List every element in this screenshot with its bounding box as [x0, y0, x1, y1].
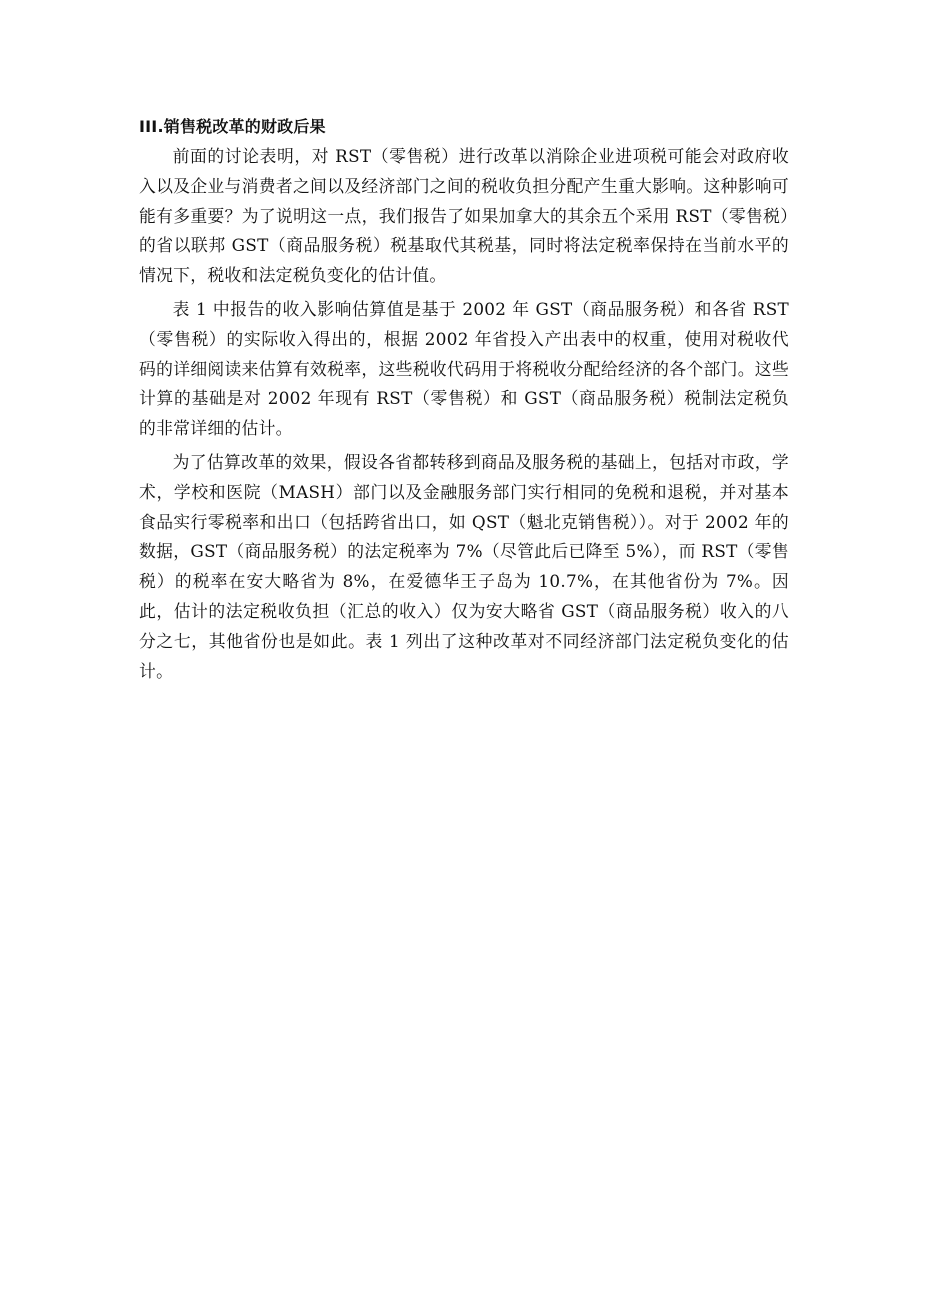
paragraph-2: 表 1 中报告的收入影响估算值是基于 2002 年 GST（商品服务税）和各省 RST（零售税）的实际收入得出的，根据 2002 年省投入产出表中的权重，使用对税收代码的详细阅读来估算有效税率，这些税收代码用于将税收分配给经济的各个部门。这些计算的基础是对 2002 年现有 RST（零售税）和 GST（商品服务税）税制法定税负的非常详细的估计。 [139, 298, 789, 439]
section-heading: III.销售税改革的财政后果 [139, 117, 326, 136]
paragraph-1: 前面的讨论表明，对 RST（零售税）进行改革以消除企业进项税可能会对政府收入以及企业与消费者之间以及经济部门之间的税收负担分配产生重大影响。这种影响可能有多重要？为了说明这一点，我们报告了如果加拿大的其余五个采用 RST（零售税）的省以联邦 GST（商品服务税）税基取代其税基，同时将法定税率保持在当前水平的情况下，税收和法定税负变化的估计值。 [139, 146, 789, 286]
paragraph-3: 为了估算改革的效果，假设各省都转移到商品及服务税的基础上，包括对市政，学术，学校和医院（MASH）部门以及金融服务部门实行相同的免税和退税，并对基本食品实行零税率和出口（包括跨省出口，如 QST（魁北克销售税））。对于 2002 年的数据，GST（商品服务税）的法定税率为 7%（尽管此后已降至 5%），而 RST（零售税）的税率在安大略省为 8%，在爱德华王子岛为 10.7%，在其他省份为 7%。因此，估计的法定税收负担（汇总的收入）仅为安大略省 GST（商品服务税）收入的八分之七，其他省份也是如此。表 1 列出了这种改革对不同经济部门法定税负变化的估计。 [139, 451, 789, 681]
document-body [139, 112, 789, 690]
